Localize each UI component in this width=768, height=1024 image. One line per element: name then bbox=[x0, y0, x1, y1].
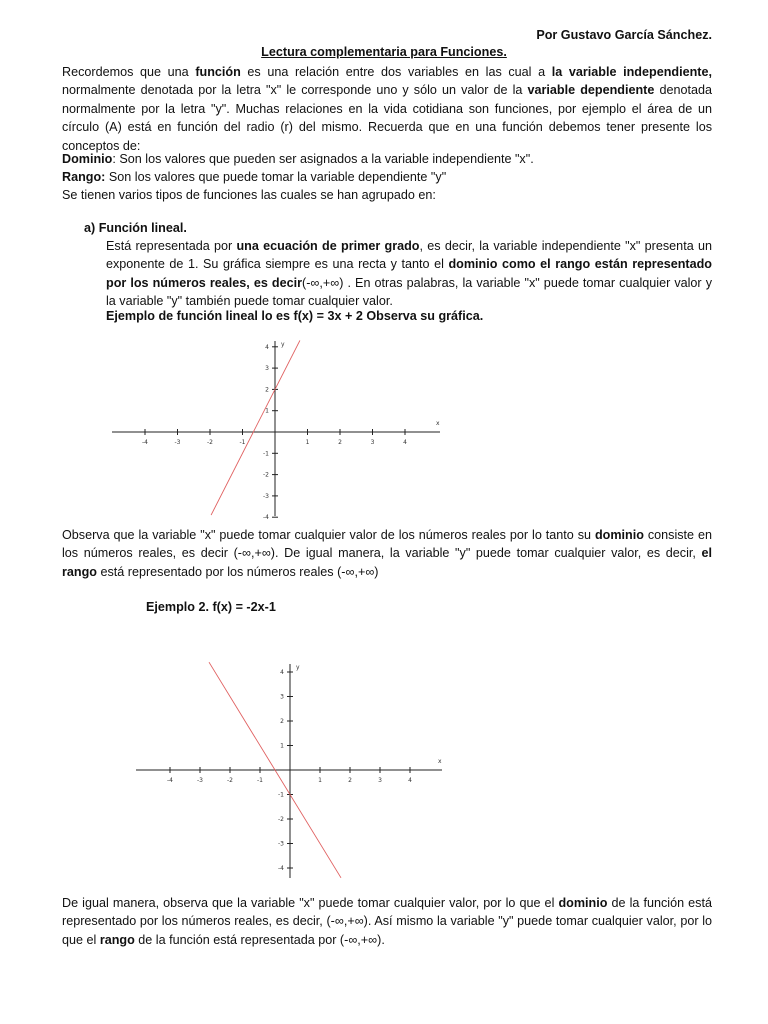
y-tick-label: 4 bbox=[265, 343, 269, 351]
x-tick-label: -4 bbox=[167, 777, 173, 784]
para2-text-1: De igual manera, observa que la variable "x" puede tomar cualquier valor, por lo que el bbox=[62, 896, 559, 910]
rango-definition bbox=[62, 168, 712, 186]
x-tick-label: 1 bbox=[318, 777, 322, 784]
x-tick-label: 3 bbox=[370, 439, 375, 446]
y-tick-label: -4 bbox=[263, 514, 269, 522]
para1-bold-2: el rango bbox=[62, 546, 712, 579]
para2-bold-2: rango bbox=[99, 932, 135, 947]
example-1-caption: Ejemplo de función lineal lo es f(x) = 3x + 2 Observa su gráfica. bbox=[106, 309, 484, 323]
intro-bold-3: variable dependiente bbox=[527, 83, 655, 98]
x-axis-label: x bbox=[436, 420, 440, 427]
rango-text: Son los valores que puede tomar la variable dependiente "y" bbox=[105, 170, 447, 184]
y-tick-label: 4 bbox=[280, 669, 284, 676]
function-line bbox=[211, 340, 300, 515]
para1-text-3: está representado por los números reales (-∞,+∞) bbox=[96, 564, 379, 579]
y-tick-label: -3 bbox=[278, 840, 284, 848]
para1-bold-1: dominio bbox=[594, 528, 644, 542]
intro-bold-2: la variable independiente, bbox=[551, 65, 712, 79]
rango-label: Rango: bbox=[62, 170, 106, 184]
y-tick-label: 2 bbox=[280, 718, 284, 725]
y-tick-label: -2 bbox=[263, 471, 269, 479]
para2-bold-1: dominio bbox=[558, 896, 608, 910]
dominio-definition bbox=[62, 150, 712, 168]
para2-text-2: de la función está representado por los números reales, es decir, (-∞,+∞). Así mismo la variable "y" puede tomar cualquier valor, por lo que el bbox=[62, 896, 712, 947]
dominio-text: : Son los valores que pueden ser asignados a la variable independiente "x". bbox=[112, 152, 534, 166]
y-tick-label: -1 bbox=[263, 450, 269, 458]
x-tick-label: 4 bbox=[403, 439, 407, 446]
chart-f-neg2x-minus-1 bbox=[136, 656, 446, 882]
intro-paragraph bbox=[62, 63, 712, 155]
observe-paragraph-2 bbox=[62, 894, 712, 949]
section-a-bold-1: una ecuación de primer grado bbox=[236, 239, 420, 253]
dominio-label: Dominio bbox=[62, 152, 113, 166]
y-tick-label: 1 bbox=[265, 407, 269, 415]
x-tick-label: -2 bbox=[207, 439, 213, 446]
example-2-caption: Ejemplo 2. f(x) = -2x-1 bbox=[146, 600, 276, 614]
section-a-paragraph bbox=[106, 237, 712, 311]
y-tick-label: 3 bbox=[280, 693, 284, 701]
section-a-text-3: (-∞,+∞) . En otras palabras, la variable "x" puede tomar cualquier valor y la variable "y" también puede tomar cualquier valor. bbox=[106, 275, 712, 309]
x-tick-label: -4 bbox=[142, 439, 148, 446]
section-a-text-1: Está representada por bbox=[106, 239, 237, 253]
x-tick-label: 2 bbox=[348, 777, 352, 784]
chart-f-3x-plus-2 bbox=[112, 336, 442, 522]
intro-text-2: es una relación entre dos variables en las cual a bbox=[240, 65, 552, 79]
x-tick-label: 3 bbox=[378, 777, 382, 784]
x-tick-label: -2 bbox=[227, 777, 233, 784]
para2-text-3: de la función está representada por (-∞,+∞). bbox=[134, 932, 385, 947]
y-tick-label: -3 bbox=[263, 492, 269, 500]
x-tick-label: 1 bbox=[305, 439, 310, 446]
section-a-heading: a) Función lineal. bbox=[84, 221, 187, 235]
x-tick-label: 2 bbox=[338, 439, 342, 446]
tipos-line: Se tienen varios tipos de funciones las cuales se han agrupado en: bbox=[62, 188, 436, 202]
intro-text-4: denotada normalmente por la letra "y". Muchas relaciones en la vida cotidiana son funciones, por ejemplo el área de un círculo (A) está en función del radio (r) del mismo. Recuerda que en una función debemos tener presente los conceptos de: bbox=[62, 83, 712, 153]
x-tick-label: -1 bbox=[239, 439, 246, 446]
y-axis-label: y bbox=[296, 664, 300, 671]
para1-text-1: Observa que la variable "x" puede tomar cualquier valor de los números reales por lo tanto su bbox=[62, 528, 595, 542]
y-tick-label: 3 bbox=[265, 365, 269, 373]
y-tick-label: -2 bbox=[278, 816, 284, 823]
y-tick-label: -1 bbox=[278, 791, 284, 799]
intro-text-3: normalmente denotada por la letra "x" le corresponde uno y sólo un valor de la bbox=[62, 83, 528, 98]
x-tick-label: -3 bbox=[174, 439, 181, 446]
document-title: Lectura complementaria para Funciones. bbox=[261, 45, 507, 59]
author-line: Por Gustavo García Sánchez. bbox=[536, 28, 712, 42]
intro-text-1: Recordemos que una bbox=[62, 65, 196, 79]
observe-paragraph-1 bbox=[62, 526, 712, 581]
y-tick-label: 1 bbox=[280, 742, 284, 750]
y-tick-label: -4 bbox=[278, 865, 284, 872]
section-a-bold-2: dominio como el rango están representado por los números reales, es decir bbox=[106, 257, 712, 290]
y-tick-label: 2 bbox=[265, 386, 269, 394]
x-axis-label: x bbox=[438, 758, 442, 765]
x-tick-label: -1 bbox=[257, 777, 263, 784]
intro-bold-1: función bbox=[195, 65, 241, 79]
y-axis-label: y bbox=[281, 341, 285, 348]
x-tick-label: 4 bbox=[408, 777, 412, 784]
x-tick-label: -3 bbox=[197, 777, 203, 784]
section-a-text-2: , es decir, la variable independiente "x" presenta un exponente de 1. Su gráfica siempre es una recta y tanto el bbox=[106, 239, 712, 272]
para1-text-2: consiste en los números reales, es decir (-∞,+∞). De igual manera, la variable "y" puede tomar cualquier valor, es decir, bbox=[62, 528, 712, 561]
